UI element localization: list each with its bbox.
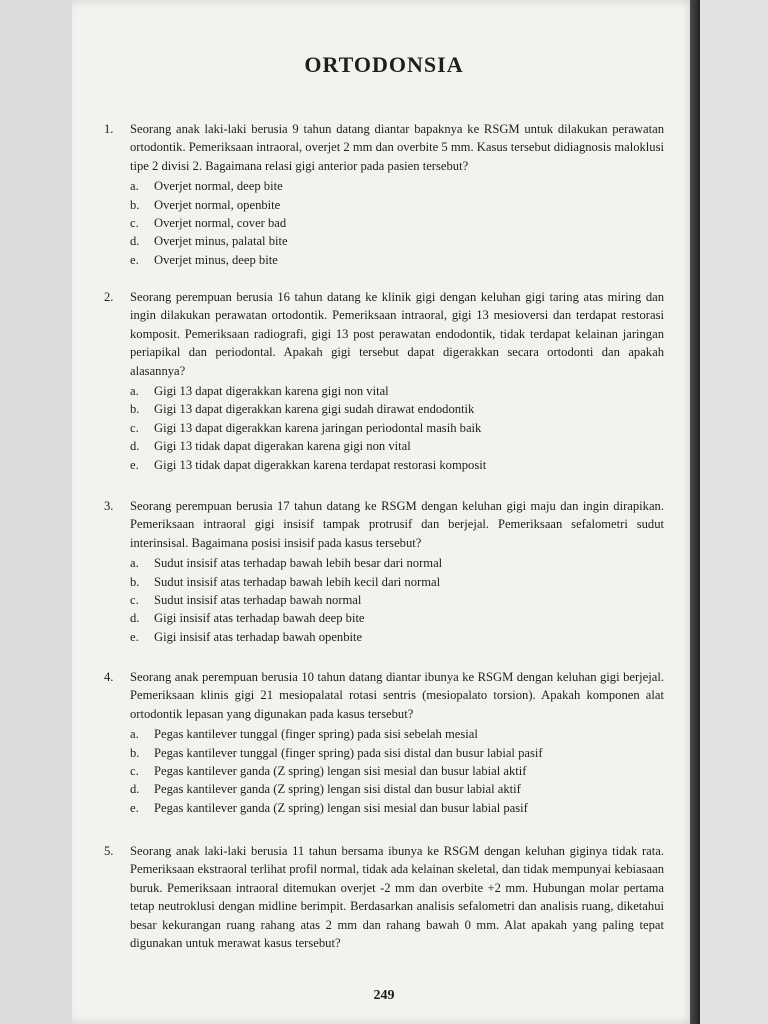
question-1 xyxy=(104,120,664,269)
option-d: d. Pegas kantilever ganda (Z spring) lengan sisi distal dan busur labial aktif xyxy=(130,782,521,797)
book-page xyxy=(72,0,696,1024)
option-a: a. Gigi 13 dapat digerakkan karena gigi non vital xyxy=(130,384,389,399)
question-5 xyxy=(104,842,664,952)
option-a: a. Pegas kantilever tunggal (finger spring) pada sisi sebelah mesial xyxy=(130,727,478,742)
book-spine xyxy=(690,0,700,1024)
options-list xyxy=(130,177,664,269)
option-c: c. Overjet normal, cover bad xyxy=(130,216,287,231)
option-e: e. Pegas kantilever ganda (Z spring) lengan sisi mesial dan busur labial pasif xyxy=(130,800,528,815)
background-right xyxy=(700,0,768,1024)
question-2 xyxy=(104,288,664,474)
option-d: d. Overjet minus, palatal bite xyxy=(130,234,288,249)
option-e: e. Gigi insisif atas terhadap bawah openbite xyxy=(130,629,363,644)
question-text: Seorang anak laki-laki berusia 9 tahun datang diantar bapaknya ke RSGM untuk dilakukan perawatan ortodontik. Pemeriksaan intraoral, overjet 2 mm dan overbite 5 mm. Kasus tersebut didiagnosis maloklusi tipe 2 divisi 2. Bagaimana relasi gigi anterior pada pasien tersebut? xyxy=(130,122,664,173)
option-e: e. Overjet minus, deep bite xyxy=(130,252,278,267)
question-number: 3. xyxy=(104,499,114,513)
option-d: d. Gigi insisif atas terhadap bawah deep bite xyxy=(130,611,365,626)
page-number: 249 xyxy=(373,988,395,1003)
option-a: a. Overjet normal, deep bite xyxy=(130,179,283,194)
question-text: Seorang anak perempuan berusia 10 tahun datang diantar ibunya ke RSGM dengan keluhan gigi berjejal. Pemeriksaan klinis gigi 21 mesiopalatal rotasi sentris (mesiopalato torsion). Apakah komponen alat ortodontik lepasan yang digunakan pada kasus tersebut? xyxy=(130,670,664,721)
question-3 xyxy=(104,497,664,646)
options-list xyxy=(130,725,664,817)
option-e: e. Gigi 13 tidak dapat digerakkan karena terdapat restorasi komposit xyxy=(130,457,487,472)
option-c: c. Pegas kantilever ganda (Z spring) lengan sisi mesial dan busur labial aktif xyxy=(130,764,527,779)
option-d: d. Gigi 13 tidak dapat digerakan karena gigi non vital xyxy=(130,439,411,454)
option-a: a. Sudut insisif atas terhadap bawah lebih besar dari normal xyxy=(130,556,443,571)
option-c: c. Gigi 13 dapat digerakkan karena jaringan periodontal masih baik xyxy=(130,420,482,435)
question-number: 5. xyxy=(104,844,114,858)
question-text: Seorang anak laki-laki berusia 11 tahun bersama ibunya ke RSGM dengan keluhan giginya tidak rata. Pemeriksaan ekstraoral terlihat profil normal, tidak ada kelainan skeletal, dan tidak mempunyai kebiasaan buruk. Pemeriksaan intraoral ditemukan overjet -2 mm dan overbite +2 mm. Hubungan molar pertama tetap neutroklusi dengan midline berimpit. Berdasarkan analisis sefalometri dan analisis ruang, diketahui besar kekurangan ruang rahang atas 2 mm dan rahang bawah 0 mm. Alat apakah yang paling tepat digunakan untuk merawat kasus tersebut? xyxy=(130,844,664,951)
option-b: b. Pegas kantilever tunggal (finger spring) pada sisi distal dan busur labial pasif xyxy=(130,745,543,760)
question-number: 1. xyxy=(104,122,114,136)
question-number: 2. xyxy=(104,290,114,304)
option-b: b. Sudut insisif atas terhadap bawah lebih kecil dari normal xyxy=(130,574,441,589)
question-text: Seorang perempuan berusia 17 tahun datang ke RSGM dengan keluhan gigi maju dan ingin dirapikan. Pemeriksaan intraoral gigi insisif tampak protrusif dan berjejal. Pemeriksaan sefalometri sudut interinsisal. Bagaimana posisi insisif pada kasus tersebut? xyxy=(130,499,664,550)
option-c: c. Sudut insisif atas terhadap bawah normal xyxy=(130,593,362,608)
page-title: ORTODONSIA xyxy=(304,52,464,77)
options-list xyxy=(130,554,664,646)
options-list xyxy=(130,382,664,474)
option-b: b. Gigi 13 dapat digerakkan karena gigi sudah dirawat endodontik xyxy=(130,402,475,417)
question-number: 4. xyxy=(104,670,114,684)
option-b: b. Overjet normal, openbite xyxy=(130,197,281,212)
question-4 xyxy=(104,668,664,817)
question-text: Seorang perempuan berusia 16 tahun datang ke klinik gigi dengan keluhan gigi taring atas miring dan ingin dilakukan perawatan ortodontik. Pemeriksaan intraoral, gigi 13 mesioversi dan terdapat restorasi komposit. Pemeriksaan radiografi, gigi 13 post perawatan endodontik, tidak terdapat kelainan jaringan periapikal dan periodontal. Apakah gigi tersebut dapat digerakkan secara ortodonti dan apakah alasannya? xyxy=(130,290,664,378)
